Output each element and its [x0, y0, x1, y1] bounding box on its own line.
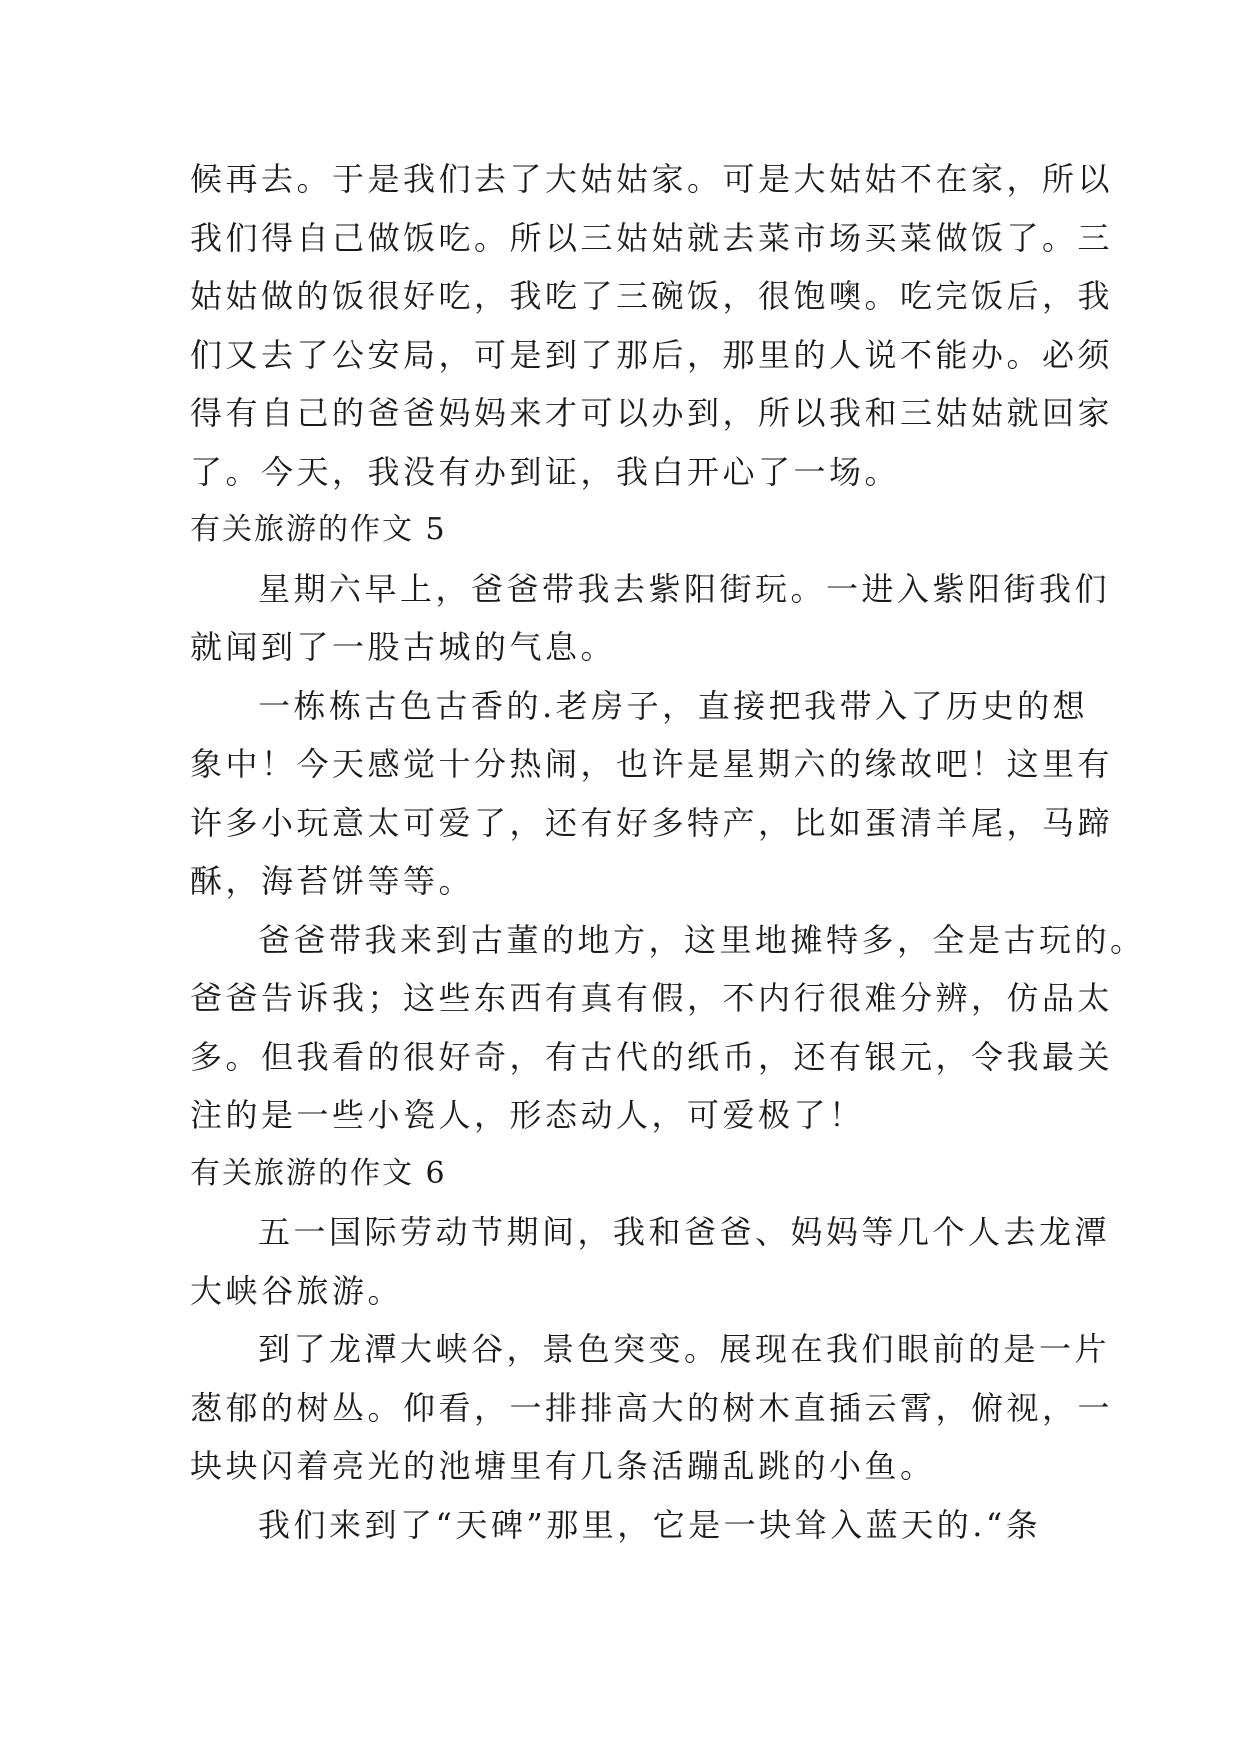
text-line: 葱郁的树丛。仰看，一排排高大的树木直插云霄，俯视，一 — [190, 1388, 1114, 1427]
paragraph-first-line: 到了龙潭大峡谷，景色突变。展现在我们眼前的是一片 — [258, 1330, 1111, 1368]
paragraph-first-line: 星期六早上，爸爸带我去紫阳街玩。一进入紫阳街我们 — [258, 569, 1111, 608]
text-line: 了。今天，我没有办到证，我白开心了一场。 — [190, 452, 901, 491]
section-heading: 有关旅游的作文 5 — [190, 512, 447, 547]
text-line: 候再去。于是我们去了大姑姑家。可是大姑姑不在家，所以 — [190, 160, 1114, 198]
text-line: 姑姑做的饭很好吃，我吃了三碗饭，很饱噢。吃完饭后，我 — [190, 277, 1114, 315]
text-line: 就闻到了一股古城的气息。 — [190, 628, 617, 666]
text-line: 爸爸告诉我；这些东西有真有假，不内行很难分辨，仿品太 — [190, 979, 1114, 1017]
text-line: 我们得自己做饭吃。所以三姑姑就去菜市场买菜做饭了。三 — [190, 218, 1114, 257]
text-line: 块块闪着亮光的池塘里有几条活蹦乱跳的小鱼。 — [190, 1447, 936, 1485]
paragraph-first-line: 我们来到了“天碑”那里，它是一块耸入蓝天的.“条 — [258, 1505, 1042, 1544]
section-heading: 有关旅游的作文 6 — [190, 1155, 447, 1191]
text-line: 象中！今天感觉十分热闹，也许是星期六的缘故吧！这里有 — [190, 745, 1114, 783]
text-line: 得有自己的爸爸妈妈来才可以办到，所以我和三姑姑就回家 — [190, 394, 1114, 432]
paragraph-first-line: 五一国际劳动节期间，我和爸爸、妈妈等几个人去龙潭 — [258, 1213, 1111, 1251]
text-line: 多。但我看的很好奇，有古代的纸币，还有银元，令我最关 — [190, 1037, 1114, 1076]
text-line: 们又去了公安局，可是到了那后，那里的人说不能办。必须 — [190, 335, 1114, 374]
text-line: 注的是一些小瓷人，形态动人，可爱极了！ — [190, 1096, 865, 1134]
text-line: 大峡谷旅游。 — [190, 1271, 404, 1310]
text-line: 酥，海苔饼等等。 — [190, 862, 475, 900]
paragraph-first-line: 一栋栋古色古香的.老房子，直接把我带入了历史的想 — [258, 686, 1089, 725]
document-page — [190, 150, 1146, 1554]
text-line: 许多小玩意太可爱了，还有好多特产，比如蛋清羊尾，马蹄 — [190, 803, 1114, 842]
paragraph-first-line: 爸爸带我来到古董的地方，这里地摊特多，全是古玩的。 — [258, 920, 1146, 959]
